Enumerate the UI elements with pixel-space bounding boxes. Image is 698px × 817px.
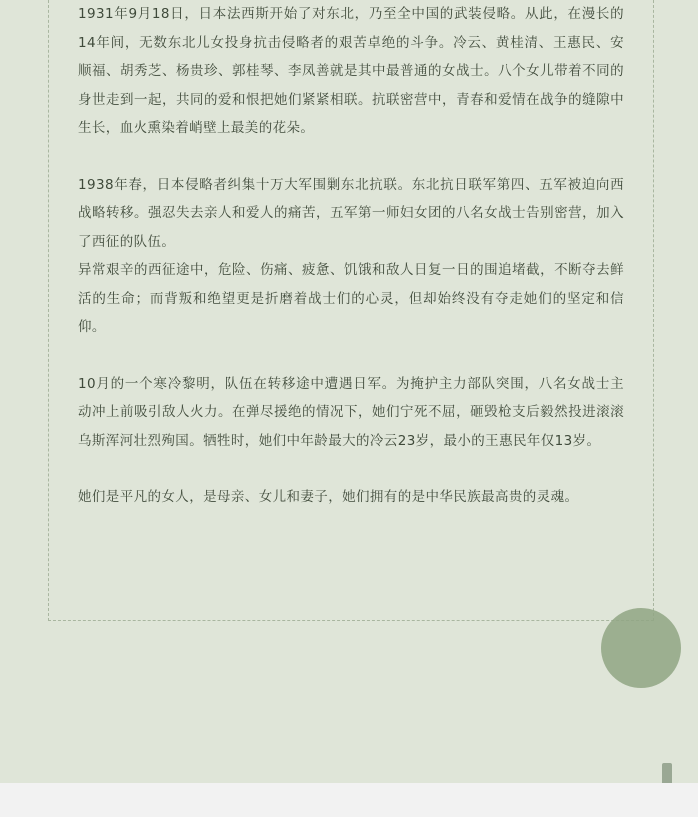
paragraph-gap	[78, 143, 624, 171]
decorative-circle	[601, 608, 681, 688]
article-paragraph-4: 10月的一个寒冷黎明，队伍在转移途中遭遇日军。为掩护主力部队突围，八名女战士主动冲上前吸引敌人火力。在弹尽援绝的情况下，她们宁死不屈，砸毁枪支后毅然投进滚滚乌斯浑河壮烈殉国。牺牲时，她们中年龄最大的冷云23岁，最小的王惠民年仅13岁。	[78, 375, 624, 449]
article-paragraph-2: 1938年春，日本侵略者纠集十万大军围剿东北抗联。东北抗日联军第四、五军被迫向西战略转移。强忍失去亲人和爱人的痛苦，五军第一师妇女团的八名女战士告别密营，加入了西征的队伍。	[78, 176, 624, 250]
article-paragraph-5: 她们是平凡的女人，是母亲、女儿和妻子，她们拥有的是中华民族最高贵的灵魂。	[78, 489, 579, 505]
article-paragraph-3: 异常艰辛的西征途中，危险、伤痛、疲惫、饥饿和敌人日复一日的围追堵截，不断夺去鲜活的生命；而背叛和绝望更是折磨着战士们的心灵，但却始终没有夺走她们的坚定和信仰。	[78, 262, 624, 335]
paragraph-gap	[78, 342, 624, 370]
paragraph-gap	[78, 455, 624, 483]
article-paragraph-1: 1931年9月18日，日本法西斯开始了对东北，乃至全中国的武装侵略。从此，在漫长的14年间，无数东北儿女投身抗击侵略者的艰苦卓绝的斗争。冷云、黄桂清、王惠民、安顺福、胡秀芝、杨贵珍、郭桂琴、李凤善就是其中最普通的女战士。八个女儿带着不同的身世走到一起，共同的爱和恨把她们紧紧相联。抗联密营中，青春和爱情在战争的缝隙中生长，血火熏染着峭壁上最美的花朵。	[78, 6, 624, 136]
article-text-body	[78, 0, 624, 512]
page-bottom-strip	[0, 783, 698, 817]
